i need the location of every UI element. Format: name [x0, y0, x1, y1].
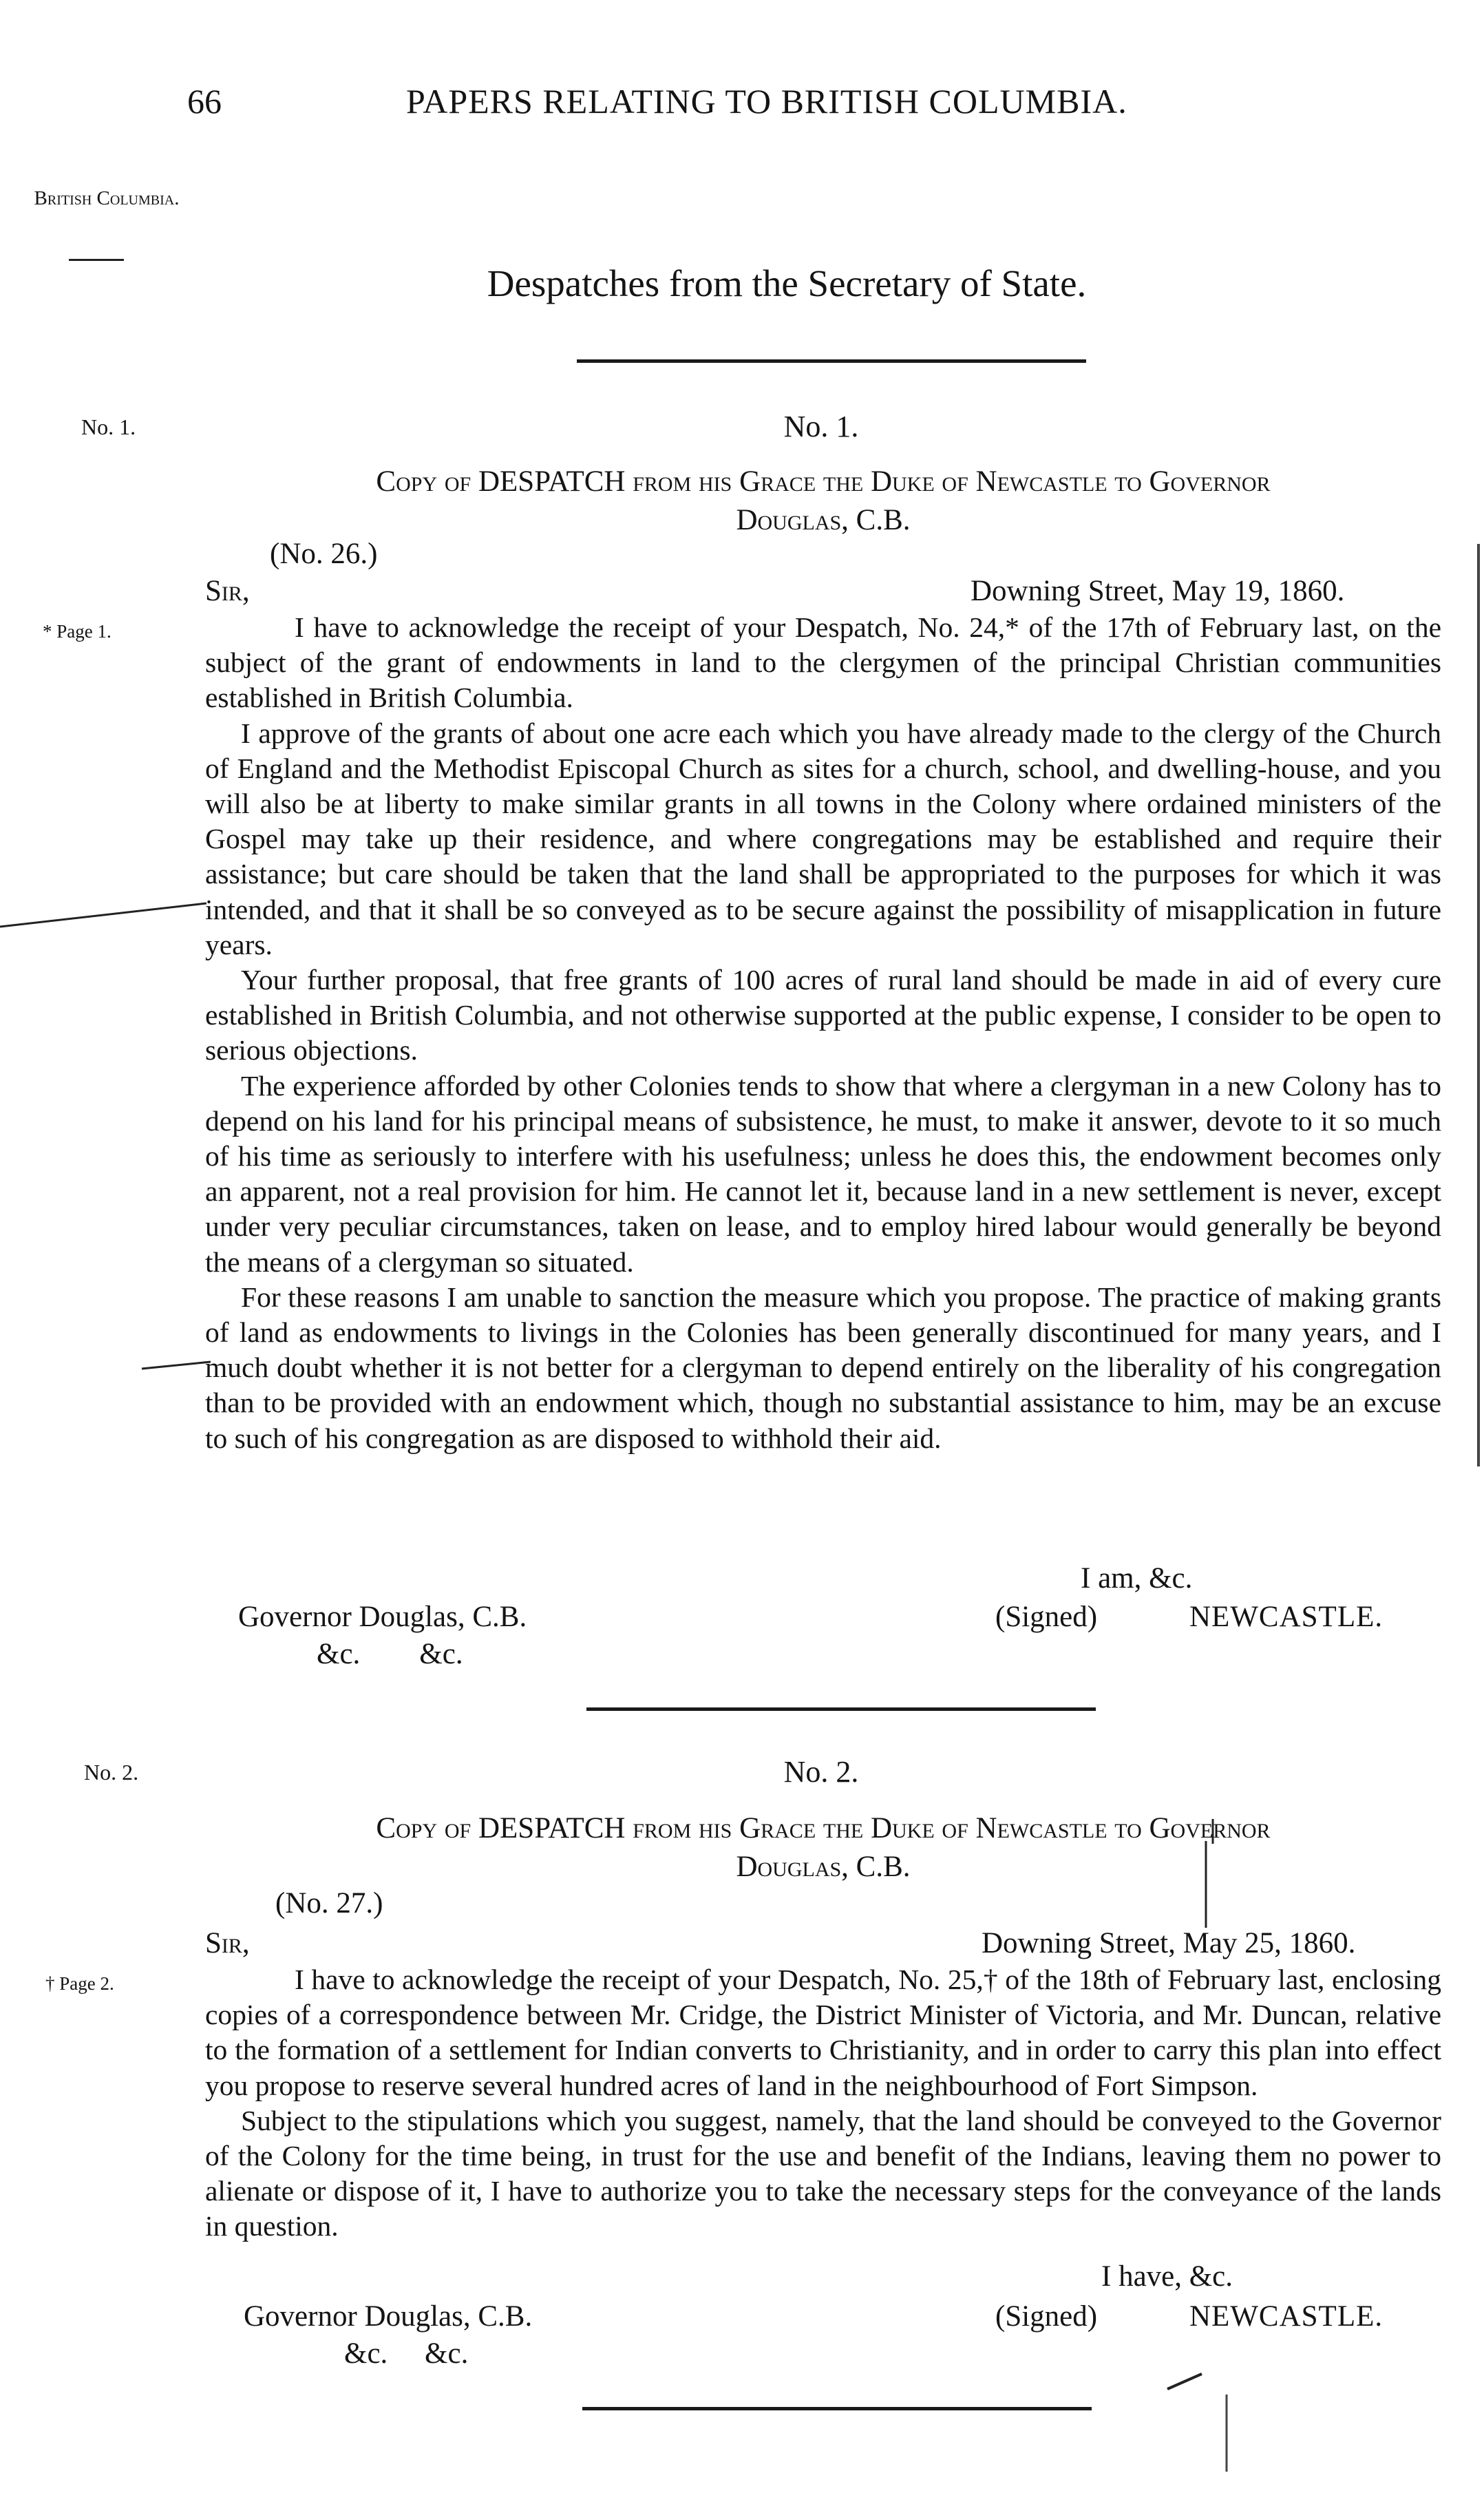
despatch-2-closing: I have, &c. — [1101, 2260, 1233, 2293]
despatch-1-paragraph: I have to acknowledge the receipt of your Despatch, No. 24,* of the 17th of February last, on the subject of the grant of endowments in land to the clergymen of the principal Christian communities established in British Columbia. — [205, 611, 1441, 714]
side-label-no1: No. 1. — [81, 414, 136, 439]
side-label-no2: No. 2. — [84, 1760, 139, 1785]
despatch-2-number: No. 2. — [783, 1755, 859, 1789]
despatch-2-addressee: Governor Douglas, C.B. — [244, 2300, 533, 2333]
despatch-1-number: No. 1. — [783, 410, 859, 443]
despatch-1-paragraph: For these reasons I am unable to sanction the measure which you propose. The practice of making grants of land as endowments to livings in the Colonies has been generally discontinued for many years, and I much doubt whether it is not better for a clergyman to depend entirely on the liberality of his congregation than to be provided with an endowment which, though no substantial assistance to him, may be an excuse to such of his congregation as are disposed to withhold their aid. — [205, 1281, 1441, 1454]
despatch-2-addressee-etc: &c. &c. — [344, 2337, 469, 2370]
despatch-2-paragraph: Subject to the stipulations which you suggest, namely, that the land should be conveyed to the Governor of the Colony for the time being, in trust for the use and benefit of the Indians, leaving them no power to alienate or dispose of it, I have to authorize you to take the necessary steps for the conveyance of the lands in question. — [205, 2104, 1441, 2242]
despatch-2-heading-line1: Copy of DESPATCH from his Grace the Duke of Newcastle to Governor — [376, 1812, 1271, 1844]
despatch-1-paragraph: I approve of the grants of about one acre each which you have already made to the clergy of the Church of England and the Methodist Episcopal Church as sites for a church, school, and dwelling-house, and you will also be at liberty to make similar grants in all towns in the Colony where ordained ministers of the Gospel may take up their residence, and where congregations may be established and require their assistance; but care should be taken that the land shall be appropriated to the purposes for which it was intended, and that it shall be so conveyed as to be secure against the possibility of misapplication in future years. — [205, 717, 1441, 960]
despatch-1-addressee-etc: &c. &c. — [317, 1638, 463, 1670]
despatch-2-signature: NEWCASTLE. — [1189, 2300, 1384, 2333]
despatch-1-dateline: Downing Street, May 19, 1860. — [971, 575, 1345, 607]
despatch-1-salutation: Sir, — [205, 575, 250, 607]
despatch-2-reference: (No. 27.) — [275, 1887, 383, 1919]
despatch-1-heading-line1: Copy of DESPATCH from his Grace the Duke of Newcastle to Governor — [376, 465, 1271, 498]
page-ref-2: † Page 2. — [45, 1973, 114, 1994]
despatch-1-signature: NEWCASTLE. — [1189, 1601, 1384, 1633]
page-ref-1: * Page 1. — [43, 621, 112, 642]
despatch-1-signed: (Signed) — [995, 1601, 1098, 1633]
annotation-stroke — [142, 1362, 211, 1369]
despatch-1-closing: I am, &c. — [1081, 1562, 1193, 1595]
despatch-2-dateline: Downing Street, May 25, 1860. — [982, 1927, 1356, 1959]
annotation-stroke — [1167, 2374, 1202, 2389]
page-number: 66 — [187, 82, 222, 120]
despatch-2-signed: (Signed) — [995, 2300, 1098, 2333]
margin-colony-label: British Columbia. — [34, 187, 180, 209]
despatch-2-salutation: Sir, — [205, 1927, 250, 1959]
section-title: Despatches from the Secretary of State. — [487, 262, 1087, 304]
despatch-1-paragraph: Your further proposal, that free grants of 100 acres of rural land should be made in aid of every cure established in British Columbia, and not otherwise supported at the public expense, I consider to be open to serious objections. — [205, 964, 1441, 1066]
annotation-stroke — [0, 903, 206, 927]
despatch-2-heading-line2: Douglas, C.B. — [736, 1851, 911, 1883]
despatch-1-paragraph: The experience afforded by other Colonies tends to show that where a clergyman in a new Colony has to depend on his land for his principal means of subsistence, he must, to make it answer, devote to it so much of his time as seriously to interfere with his usefulness; unless he does this, the endowment becomes only an apparent, not a real provision for him. He cannot let it, because land in a new settlement is never, except under very peculiar circumstances, taken on lease, and to employ hired labour would generally be beyond the means of a clergyman so situated. — [205, 1069, 1441, 1278]
despatch-2-paragraph: I have to acknowledge the receipt of your Despatch, No. 25,† of the 18th of February last, enclosing copies of a correspondence between Mr. Cridge, the District Minister of Victoria, and Mr. Duncan, relative to the formation of a settlement for Indian converts to Christianity, and in order to carry this plan into effect you propose to reserve several hundred acres of land in the neighbourhood of Fort Simpson. — [205, 1964, 1441, 2101]
despatch-1-reference: (No. 26.) — [270, 538, 378, 570]
running-title: PAPERS RELATING TO BRITISH COLUMBIA. — [406, 82, 1127, 120]
despatch-1-heading-line2: Douglas, C.B. — [736, 504, 911, 536]
despatch-1-addressee: Governor Douglas, C.B. — [238, 1601, 527, 1633]
